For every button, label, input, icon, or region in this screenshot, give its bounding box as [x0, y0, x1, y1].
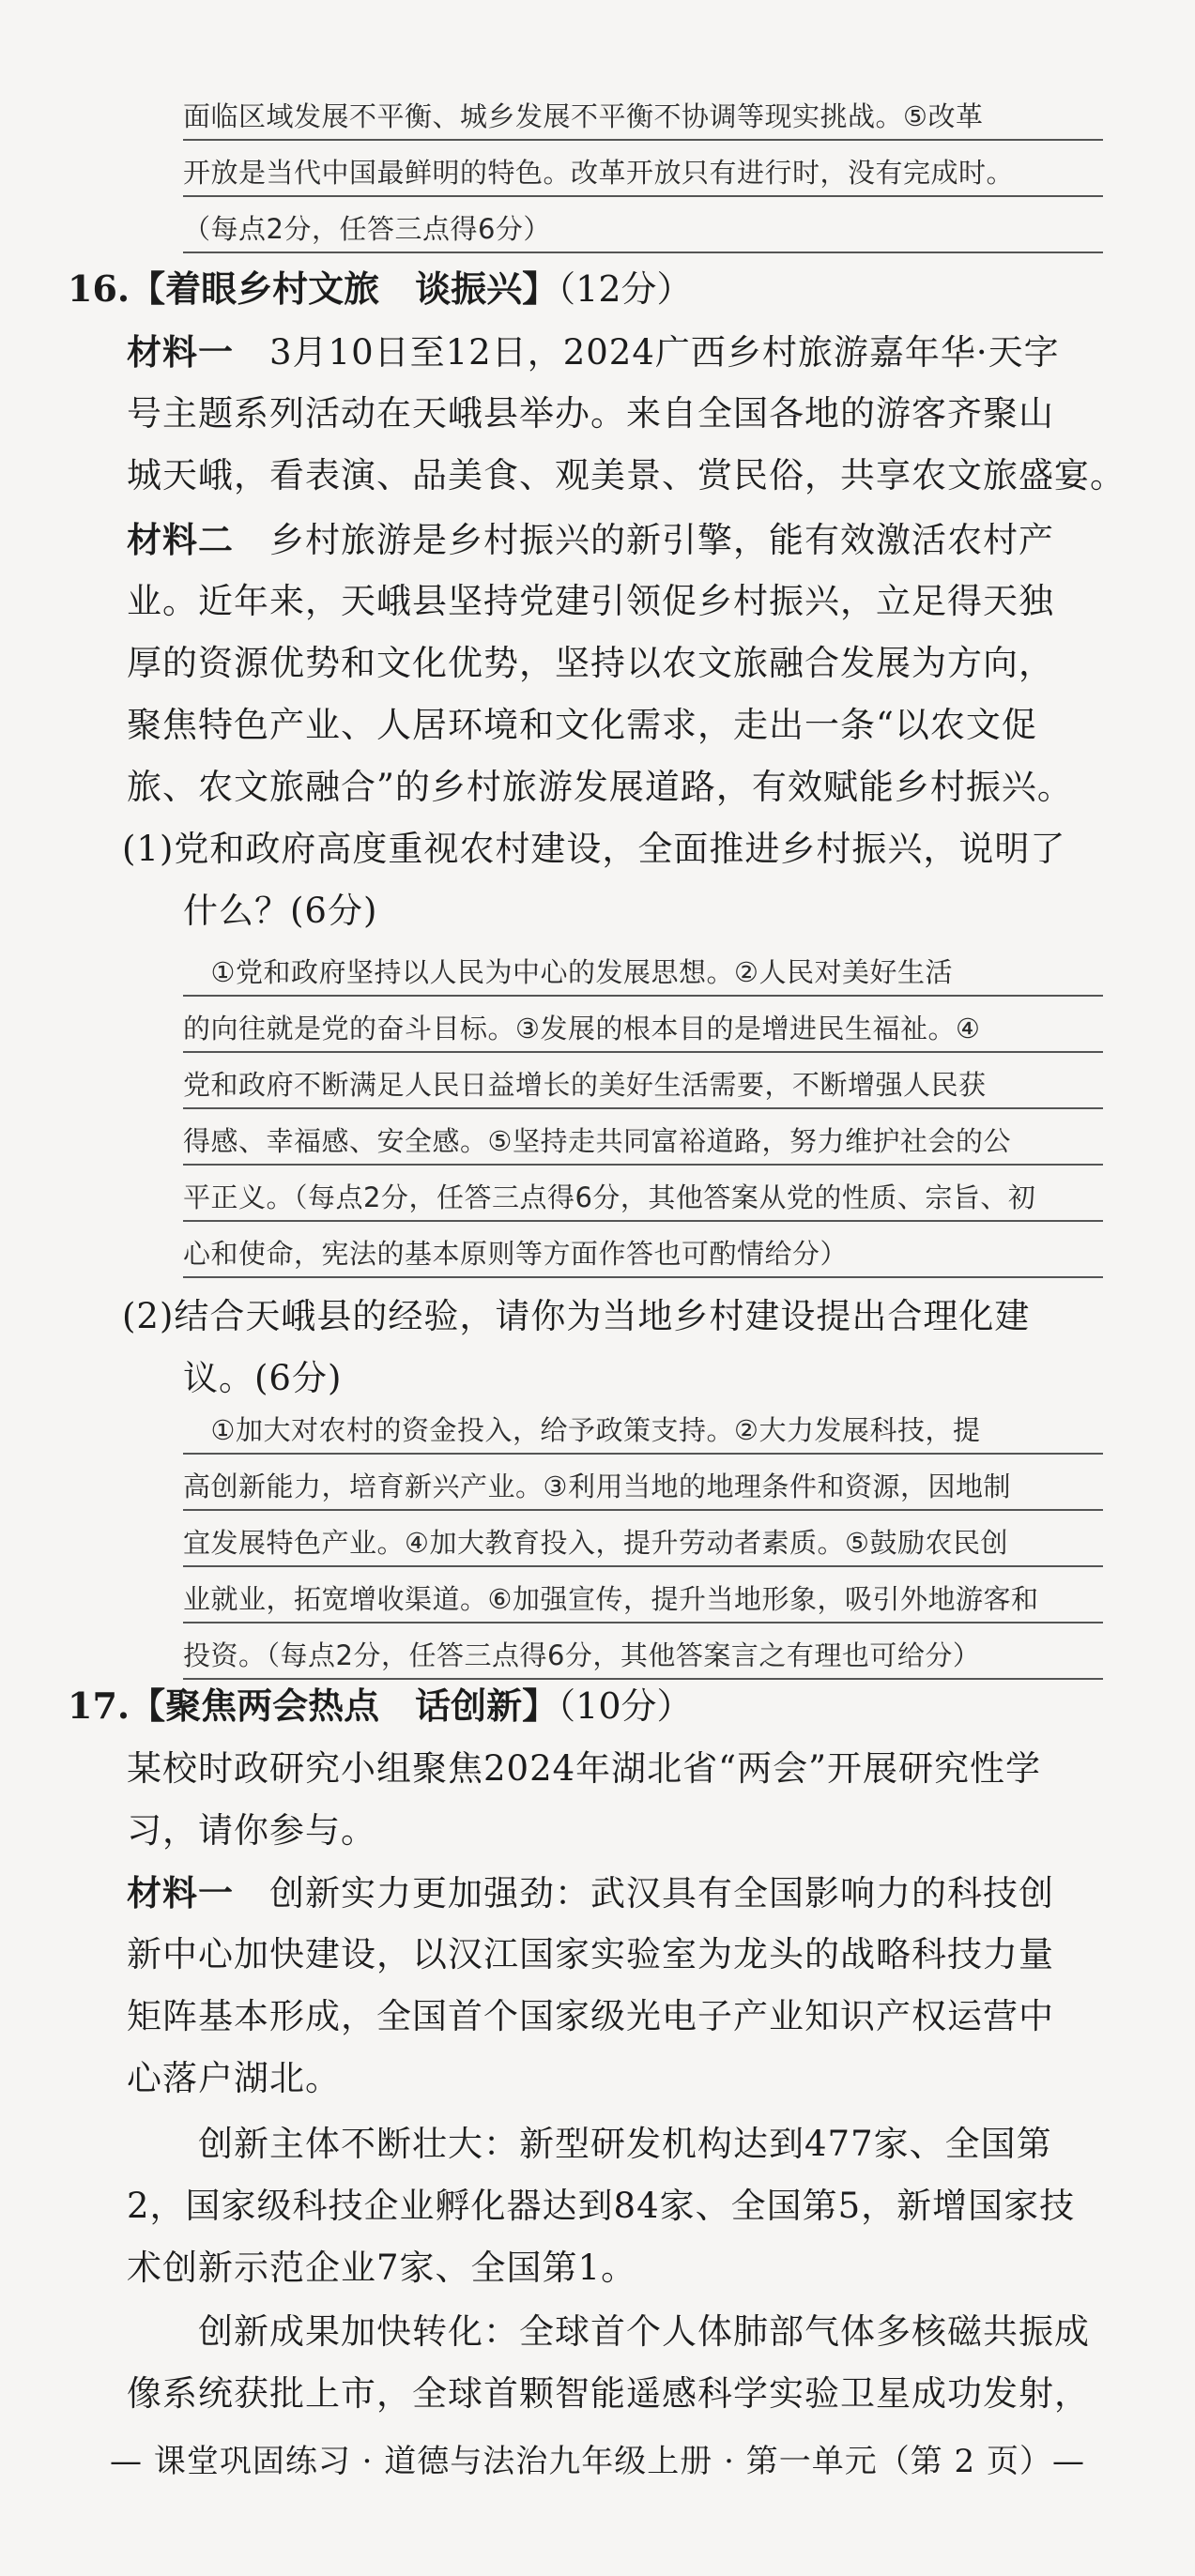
q16-sub2-answer-line: 投资。（每点2分，任答三点得6分，其他答案言之有理也可给分）: [183, 1633, 1103, 1680]
q17-material1-line: 材料一 创新实力更加强劲：武汉具有全国影响力的科技创: [127, 1872, 1054, 1913]
top-answer-line: 面临区域发展不平衡、城乡发展不平衡不协调等现实挑战。⑤改革: [183, 94, 1103, 141]
top-answer-line: 开放是当代中国最鲜明的特色。改革开放只有进行时，没有完成时。: [183, 150, 1103, 197]
q17-intro-line: 某校时政研究小组聚焦2024年湖北省“两会”开展研究性学: [127, 1748, 1041, 1789]
page-footer: — 课堂巩固练习 · 道德与法治九年级上册 · 第一单元（第 2 页）—: [110, 2443, 1085, 2480]
q17-material1-line: 新中心加快建设，以汉江国家实验室为龙头的战略科技力量: [127, 1934, 1054, 1974]
q17-intro-line: 习，请你参与。: [127, 1810, 376, 1851]
question-number: 16.: [68, 267, 130, 310]
q16-sub2-answer-line: 业就业，拓宽增收渠道。⑥加强宣传，提升当地形象，吸引外地游客和: [183, 1577, 1103, 1623]
q16-sub1-answer-line: 党和政府不断满足人民日益增长的美好生活需要，不断增强人民获: [183, 1062, 1103, 1109]
q16-sub1-answer-line: 心和使命，宪法的基本原则等方面作答也可酌情给分）: [183, 1231, 1103, 1278]
question-number: 17.: [68, 1684, 130, 1727]
q17-paragraph3-line: 像系统获批上市，全球首颗智能遥感科学实验卫星成功发射，: [127, 2373, 1090, 2414]
material-label: 材料二: [127, 519, 234, 560]
q16-sub1-answer-line: 平正义。（每点2分，任答三点得6分，其他答案从党的性质、宗旨、初: [183, 1175, 1103, 1222]
material-label: 材料一: [127, 331, 234, 373]
q16-sub1-answer-line: ①党和政府坚持以人民为中心的发展思想。②人民对美好生活: [183, 950, 1103, 997]
q16-material2-line: 旅、农文旅融合”的乡村旅游发展道路，有效赋能乡村振兴。: [127, 767, 1073, 807]
q16-material2-line: 业。近年来，天峨县坚持党建引领促乡村振兴，立足得天独: [127, 581, 1054, 621]
q17-paragraph2-line: 创新主体不断壮大：新型研发机构达到477家、全国第: [127, 2124, 1052, 2164]
question-16-heading: [68, 263, 693, 315]
q16-material2-line: 聚焦特色产业、人居环境和文化需求，走出一条“以农文促: [127, 705, 1037, 745]
q16-sub1-answer-line: 的向往就是党的奋斗目标。③发展的根本目的是增进民生福祉。④: [183, 1006, 1103, 1053]
question-theme: 【着眼乡村文旅 谈振兴】: [130, 267, 559, 310]
q16-material2-line: 厚的资源优势和文化优势，坚持以农文旅融合发展为方向，: [127, 643, 1054, 683]
q16-material1-line: 号主题系列活动在天峨县举办。来自全国各地的游客齐聚山: [127, 393, 1054, 434]
q16-sub2-prompt: (2)结合天峨县的经验，请你为当地乡村建设提出合理化建: [122, 1296, 1031, 1336]
q16-sub1-answer-line: 得感、幸福感、安全感。⑤坚持走共同富裕道路，努力维护社会的公: [183, 1119, 1103, 1166]
q16-sub2-answer-line: ①加大对农村的资金投入，给予政策支持。②大力发展科技，提: [183, 1408, 1103, 1455]
q16-sub2-answer-line: 高创新能力，培育新兴产业。③利用当地的地理条件和资源，因地制: [183, 1464, 1103, 1511]
q17-material1-line: 矩阵基本形成，全国首个国家级光电子产业知识产权运营中: [127, 1996, 1054, 2036]
question-17-heading: [68, 1680, 693, 1732]
question-theme: 【聚焦两会热点 话创新】: [130, 1684, 559, 1727]
q17-paragraph2-line: 2，国家级科技企业孵化器达到84家、全国第5，新增国家技: [127, 2186, 1076, 2226]
question-score: （12分）: [558, 268, 693, 310]
q17-paragraph3-line: 创新成果加快转化：全球首个人体肺部气体多核磁共振成: [127, 2311, 1090, 2352]
material-label: 材料一: [127, 1872, 234, 1913]
q16-material1-line: 城天峨，看表演、品美食、观美景、赏民俗，共享农文旅盛宴。: [127, 455, 1126, 495]
q16-sub1-prompt: 什么？(6分): [183, 891, 378, 931]
q16-material2-line: 材料二 乡村旅游是乡村振兴的新引擎，能有效激活农村产: [127, 519, 1054, 560]
top-answer-line: （每点2分，任答三点得6分）: [183, 206, 1103, 253]
q17-material1-line: 心落户湖北。: [127, 2058, 341, 2098]
q16-sub2-answer-line: 宜发展特色产业。④加大教育投入，提升劳动者素质。⑤鼓励农民创: [183, 1520, 1103, 1567]
q16-material1-line: 材料一 3月10日至12日，2024广西乡村旅游嘉年华·天字: [127, 331, 1060, 373]
question-score: （10分）: [558, 1685, 693, 1727]
q16-sub1-prompt: (1)党和政府高度重视农村建设，全面推进乡村振兴，说明了: [122, 829, 1066, 869]
q16-sub2-prompt: 议。(6分): [183, 1358, 343, 1398]
q17-paragraph2-line: 术创新示范企业7家、全国第1。: [127, 2248, 637, 2288]
